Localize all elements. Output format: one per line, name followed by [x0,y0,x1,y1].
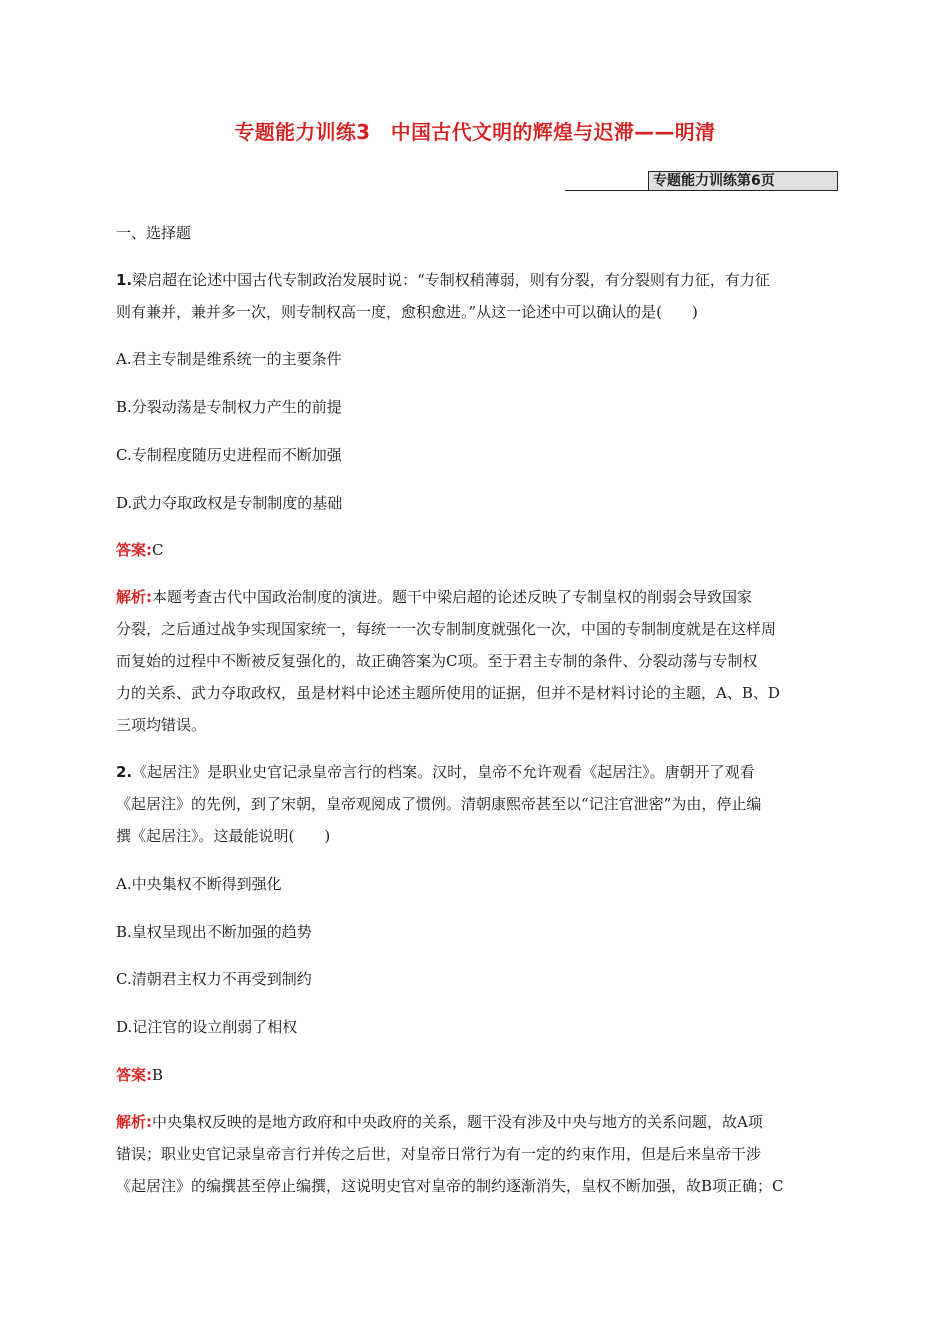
page-reference-box: 专题能力训练第6页 [648,171,838,191]
question-2-stem-line-1: 2.《起居注》是职业史官记录皇帝言行的档案。汉时，皇帝不允许观看《起居注》。唐朝开了观看 [116,763,755,781]
question-1-option-a: A.君主专制是维系统一的主要条件 [116,350,342,368]
question-1-option-b: B.分裂动荡是专制权力产生的前提 [116,398,342,416]
question-2-analysis-line-3: 《起居注》的编撰甚至停止编撰，这说明史官对皇帝的制约逐渐消失，皇权不断加强，故B项正确；C [116,1177,784,1195]
question-1-analysis-line-5: 三项均错误。 [116,716,207,734]
document-title: 专题能力训练3 中国古代文明的辉煌与迟滞——明清 [234,120,716,144]
question-2-analysis-line-1: 解析:中央集权反映的是地方政府和中央政府的关系，题干没有涉及中央与地方的关系问题，故A项 [116,1113,763,1131]
answer-value: B [152,1066,164,1084]
question-2-option-c: C.清朝君主权力不再受到制约 [116,970,312,988]
question-1-number: 1. [116,271,133,289]
question-1-analysis-line-4: 力的关系、武力夺取政权，虽是材料中论述主题所使用的证据，但并不是材料讨论的主题，A、B、D [116,684,780,702]
question-1-answer [116,539,163,560]
question-2-option-b: B.皇权呈现出不断加强的趋势 [116,923,312,941]
answer-label: 答案: [116,541,152,559]
question-2-analysis-line-2: 错误；职业史官记录皇帝言行并传之后世，对皇帝日常行为有一定的约束作用，但是后来皇帝干涉 [116,1145,762,1163]
question-1-option-c: C.专制程度随历史进程而不断加强 [116,446,342,464]
question-2-answer [116,1064,163,1085]
question-1-stem-line-1: 1.梁启超在论述中国古代专制政治发展时说：“专制权稍薄弱，则有分裂，有分裂则有力征，有力征 [116,271,770,289]
question-2-stem-line-2: 《起居注》的先例，到了宋朝，皇帝观阅成了惯例。清朝康熙帝甚至以“记注官泄密”为由，停止编 [116,795,762,813]
page-ref-underline [565,190,649,191]
answer-label: 答案: [116,1066,152,1084]
question-1-option-d: D.武力夺取政权是专制制度的基础 [116,494,343,512]
question-1-analysis-line-2: 分裂，之后通过战争实现国家统一，每统一一次专制制度就强化一次，中国的专制制度就是在这样周 [116,620,777,638]
analysis-label: 解析: [116,1113,152,1131]
question-2-number: 2. [116,763,133,781]
question-2-option-a: A.中央集权不断得到强化 [116,875,282,893]
section-heading: 一、选择题 [116,224,192,242]
question-1-stem-line-2: 则有兼并，兼并多一次，则专制权高一度，愈积愈进。”从这一论述中可以确认的是( ) [116,303,698,321]
analysis-label: 解析: [116,588,152,606]
question-1-analysis-line-1: 解析:本题考查古代中国政治制度的演进。题干中梁启超的论述反映了专制皇权的削弱会导致国家 [116,588,753,606]
question-1-analysis-line-3: 而复始的过程中不断被反复强化的，故正确答案为C项。至于君主专制的条件、分裂动荡与专制权 [116,652,758,670]
question-2-stem-line-3: 撰《起居注》。这最能说明( ) [116,827,331,845]
question-2-option-d: D.记注官的设立削弱了相权 [116,1018,298,1036]
answer-value: C [152,541,164,559]
